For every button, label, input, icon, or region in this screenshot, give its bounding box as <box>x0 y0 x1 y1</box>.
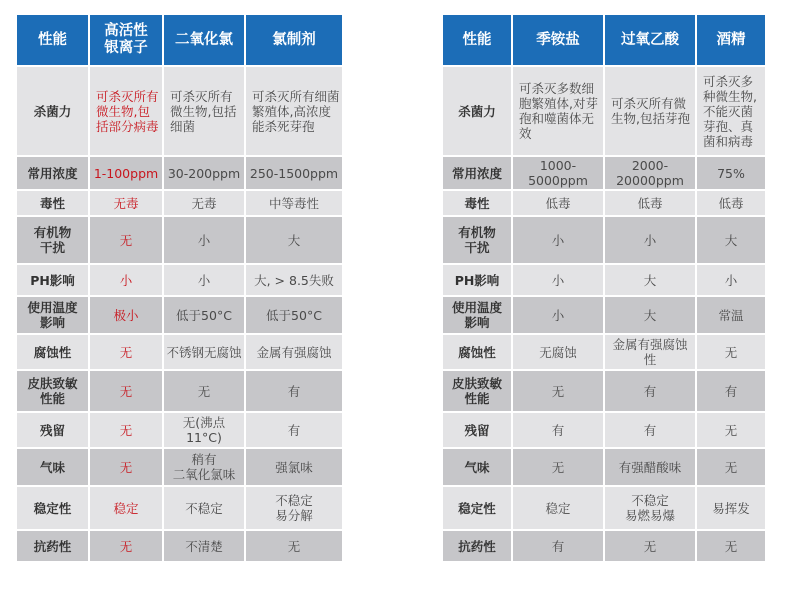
row-label: 腐蚀性 <box>443 335 511 369</box>
table-cell: 无 <box>90 335 162 369</box>
table-cell: 易挥发 <box>697 487 765 529</box>
table-cell: 无 <box>90 531 162 561</box>
table-cell: 无 <box>246 531 342 561</box>
table-cell: 无腐蚀 <box>513 335 603 369</box>
row-label: 气味 <box>443 449 511 485</box>
table-cell: 75% <box>697 157 765 189</box>
table-cell: 无 <box>697 531 765 561</box>
table-cell: 可杀灭所有微生物,包括芽孢 <box>605 67 695 155</box>
table-cell: 可杀灭多数细胞繁殖体,对芽孢和噬菌体无效 <box>513 67 603 155</box>
row-label: 稳定性 <box>443 487 511 529</box>
table-cell: 无毒 <box>164 191 244 215</box>
comparison-table-right <box>441 13 767 563</box>
row-label: 毒性 <box>443 191 511 215</box>
table-cell: 无 <box>697 335 765 369</box>
table-cell: 稍有 二氧化氯味 <box>164 449 244 485</box>
table-cell: 中等毒性 <box>246 191 342 215</box>
row-label: 皮肤致敏 性能 <box>17 371 88 411</box>
header-cell: 酒精 <box>697 15 765 65</box>
table-cell: 低于50°C <box>246 297 342 333</box>
table-cell: 大 <box>246 217 342 263</box>
row-label: 抗药性 <box>443 531 511 561</box>
table-cell: 稳定 <box>90 487 162 529</box>
table-cell: 金属有强腐蚀 <box>246 335 342 369</box>
row-label: 使用温度 影响 <box>443 297 511 333</box>
table-cell: 小 <box>164 217 244 263</box>
table-cell: 250-1500ppm <box>246 157 342 189</box>
table-cell: 大, > 8.5失败 <box>246 265 342 295</box>
table-cell: 低毒 <box>513 191 603 215</box>
table-cell: 无(沸点11°C) <box>164 413 244 447</box>
row-label: PH影响 <box>17 265 88 295</box>
header-cell: 性能 <box>17 15 88 65</box>
table-cell: 小 <box>697 265 765 295</box>
table-cell: 不清楚 <box>164 531 244 561</box>
table-cell: 1-100ppm <box>90 157 162 189</box>
table-cell: 无 <box>164 371 244 411</box>
table-cell: 无 <box>513 449 603 485</box>
row-label: 使用温度 影响 <box>17 297 88 333</box>
table-cell: 可杀灭所有细菌繁殖体,高浓度能杀死芽孢 <box>246 67 342 155</box>
table-cell: 小 <box>90 265 162 295</box>
table-cell: 不稳定 易燃易爆 <box>605 487 695 529</box>
table-cell: 小 <box>513 265 603 295</box>
row-label: 杀菌力 <box>443 67 511 155</box>
header-cell: 季铵盐 <box>513 15 603 65</box>
table-cell: 可杀灭所有微生物,包括细菌 <box>164 67 244 155</box>
table-cell: 30-200ppm <box>164 157 244 189</box>
table-cell: 强氯味 <box>246 449 342 485</box>
table-cell: 有 <box>697 371 765 411</box>
table-cell: 稳定 <box>513 487 603 529</box>
table-cell: 有 <box>513 531 603 561</box>
row-label: 皮肤致敏 性能 <box>443 371 511 411</box>
table-cell: 无毒 <box>90 191 162 215</box>
header-cell: 性能 <box>443 15 511 65</box>
row-label: 抗药性 <box>17 531 88 561</box>
header-cell: 二氧化氯 <box>164 15 244 65</box>
table-cell: 有 <box>605 413 695 447</box>
table-cell: 有 <box>605 371 695 411</box>
table-cell: 不锈钢无腐蚀 <box>164 335 244 369</box>
row-label: 常用浓度 <box>443 157 511 189</box>
table-cell: 无 <box>697 413 765 447</box>
table-cell: 无 <box>697 449 765 485</box>
table-cell: 1000-5000ppm <box>513 157 603 189</box>
row-label: 气味 <box>17 449 88 485</box>
table-cell: 有 <box>246 371 342 411</box>
table-cell: 低于50°C <box>164 297 244 333</box>
comparison-table-left <box>15 13 344 563</box>
table-cell: 低毒 <box>605 191 695 215</box>
row-label: 常用浓度 <box>17 157 88 189</box>
row-label: 残留 <box>443 413 511 447</box>
header-cell: 氯制剂 <box>246 15 342 65</box>
table-cell: 不稳定 <box>164 487 244 529</box>
table-cell: 小 <box>513 297 603 333</box>
table-cell: 小 <box>513 217 603 263</box>
table-cell: 有 <box>246 413 342 447</box>
table-cell: 有强醋酸味 <box>605 449 695 485</box>
table-cell: 无 <box>90 449 162 485</box>
table-cell: 金属有强腐蚀性 <box>605 335 695 369</box>
header-cell: 高活性 银离子 <box>90 15 162 65</box>
row-label: 残留 <box>17 413 88 447</box>
table-cell: 不稳定 易分解 <box>246 487 342 529</box>
row-label: 毒性 <box>17 191 88 215</box>
table-cell: 大 <box>605 265 695 295</box>
row-label: 稳定性 <box>17 487 88 529</box>
table-cell: 无 <box>90 217 162 263</box>
table-cell: 无 <box>90 413 162 447</box>
table-cell: 大 <box>605 297 695 333</box>
table-cell: 无 <box>90 371 162 411</box>
table-cell: 常温 <box>697 297 765 333</box>
header-cell: 过氧乙酸 <box>605 15 695 65</box>
row-label: 有机物 干扰 <box>17 217 88 263</box>
table-cell: 有 <box>513 413 603 447</box>
table-cell: 小 <box>164 265 244 295</box>
row-label: 有机物 干扰 <box>443 217 511 263</box>
table-cell: 无 <box>605 531 695 561</box>
table-cell: 无 <box>513 371 603 411</box>
table-cell: 可杀灭多种微生物,不能灭菌芽孢、真菌和病毒 <box>697 67 765 155</box>
row-label: 杀菌力 <box>17 67 88 155</box>
table-cell: 大 <box>697 217 765 263</box>
table-cell: 可杀灭所有微生物,包括部分病毒 <box>90 67 162 155</box>
row-label: 腐蚀性 <box>17 335 88 369</box>
table-cell: 低毒 <box>697 191 765 215</box>
table-cell: 极小 <box>90 297 162 333</box>
row-label: PH影响 <box>443 265 511 295</box>
table-cell: 2000-20000ppm <box>605 157 695 189</box>
table-cell: 小 <box>605 217 695 263</box>
